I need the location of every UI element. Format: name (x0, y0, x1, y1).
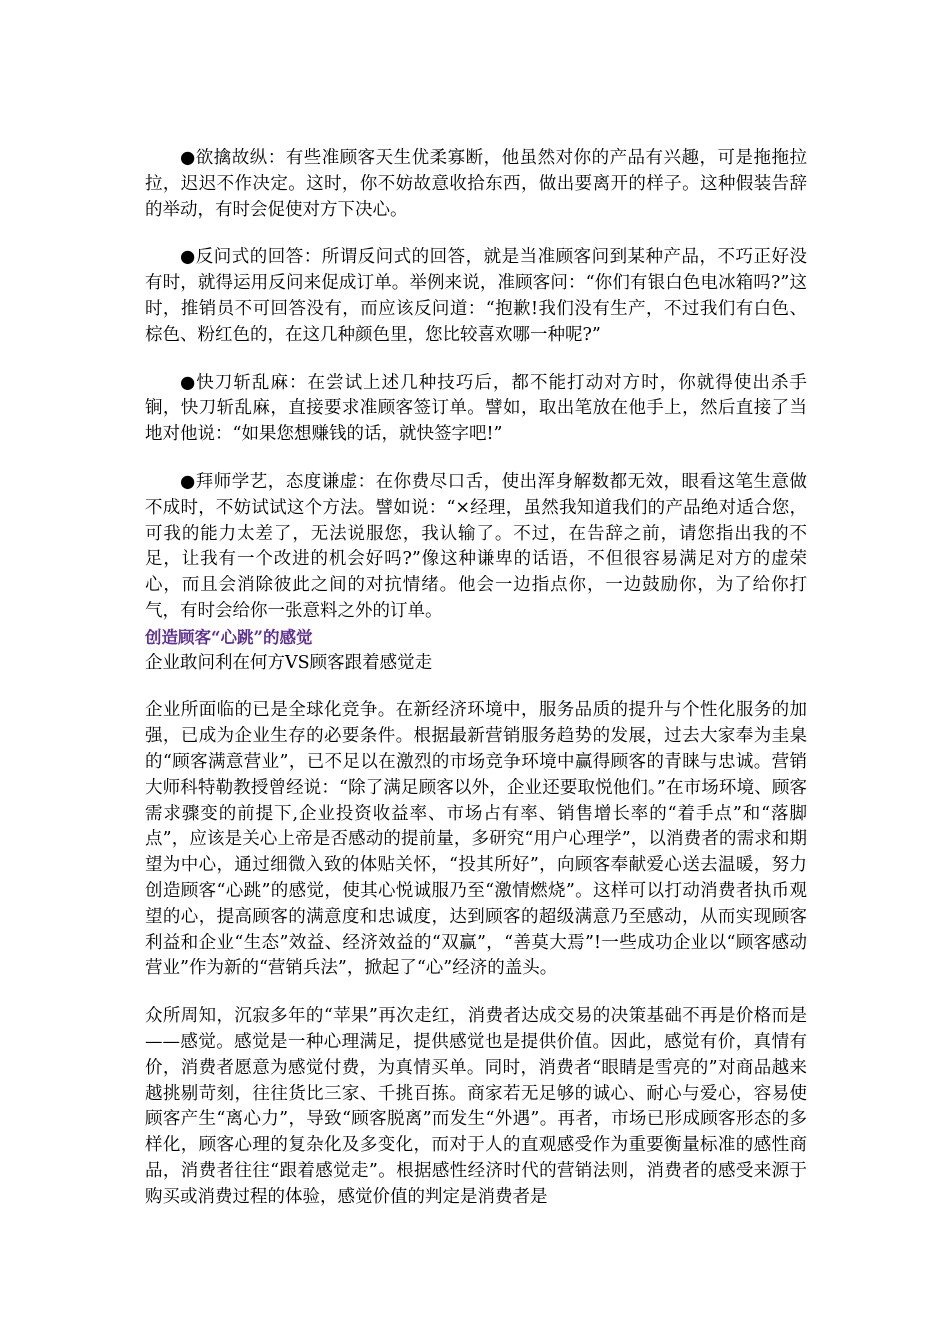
bullet-paragraph-2: ●反问式的回答：所谓反问式的回答，就是当准顾客问到某种产品，不巧正好没有时，就得运用反问来促成订单。举例来说，准顾客问：“你们有银白色电冰箱吗?”这时，推销员不可回答没有，而应该反问道：“抱歉!我们没有生产，不过我们有白色、棕色、粉红色的，在这几种颜色里，您比较喜欢哪一种呢?” (145, 247, 807, 345)
bullet-paragraph-3: ●快刀斩乱麻：在尝试上述几种技巧后，都不能打动对方时，你就得使出杀手锏，快刀斩乱麻，直接要求准顾客签订单。譬如，取出笔放在他手上，然后直接了当地对他说：“如果您想赚钱的话，就快签字吧!” (145, 372, 807, 445)
bullet-paragraph-4: ●拜师学艺，态度谦虚：在你费尽口舌，使出浑身解数都无效，眼看这笔生意做不成时，不妨试试这个方法。譬如说：“×经理，虽然我知道我们的产品绝对适合您，可我的能力太差了，无法说服您，我认输了。不过，在告辞之前，请您指出我的不足，让我有一个改进的机会好吗?”像这种谦卑的话语，不但很容易满足对方的虚荣心，而且会消除彼此之间的对抗情绪。他会一边指点你，一边鼓励你，为了给你打气，有时会给你一张意料之外的订单。 (145, 471, 807, 621)
bullet-paragraph-1: ●欲擒故纵：有些准顾客天生优柔寡断，他虽然对你的产品有兴趣，可是拖拖拉拉，迟迟不作决定。这时，你不妨故意收拾东西，做出要离开的样子。这种假装告辞的举动，有时会促使对方下决心。 (145, 148, 807, 220)
section-subtitle: 企业敢问利在何方VS顾客跟着感觉走 (145, 652, 433, 673)
section-title: 创造顾客“心跳”的感觉 (145, 627, 313, 647)
body-paragraph-1: 企业所面临的已是全球化竞争。在新经济环境中，服务品质的提升与个性化服务的加强，已成为企业生存的必要条件。根据最新营销服务趋势的发展，过去大家奉为圭臬的“顾客满意营业”，已不足以在激烈的市场竞争环境中赢得顾客的青睐与忠诚。营销大师科特勒教授曾经说：“除了满足顾客以外，企业还要取悦他们。”在市场环境、顾客需求骤变的前提下,企业投资收益率、市场占有率、销售增长率的“着手点”和“落脚点”，应该是关心上帝是否感动的提前量，多研究“用户心理学”，以消费者的需求和期望为中心，通过细微入致的体贴关怀，“投其所好”，向顾客奉献爱心送去温暖，努力创造顾客“心跳”的感觉，使其心悦诚服乃至“激情燃烧”。这样可以打动消费者执币观望的心，提高顾客的满意度和忠诚度，达到顾客的超级满意乃至感动，从而实现顾客利益和企业“生态”效益、经济效益的“双赢”，“善莫大焉”!一些成功企业以“顾客感动营业”作为新的“营销兵法”，掀起了“心”经济的盖头。 (145, 700, 807, 979)
document-page (145, 146, 807, 1210)
body-paragraph-2: 众所周知，沉寂多年的“苹果”再次走红，消费者达成交易的决策基础不再是价格而是——感觉。感觉是一种心理满足，提供感觉也是提供价值。因此，感觉有价，真情有价，消费者愿意为感觉付费，为真情买单。同时，消费者“眼睛是雪亮的”对商品越来越挑剔苛刻，往往货比三家、千挑百拣。商家若无足够的诚心、耐心与爱心，容易使顾客产生“离心力”，导致“顾客脱离”而发生“外遇”。再者，市场已形成顾客形态的多样化，顾客心理的复杂化及多变化，而对于人的直观感受作为重要衡量标准的感性商品，消费者往往“跟着感觉走”。根据感性经济时代的营销法则，消费者的感受来源于购买或消费过程的体验，感觉价值的判定是消费者是 (145, 1006, 807, 1207)
